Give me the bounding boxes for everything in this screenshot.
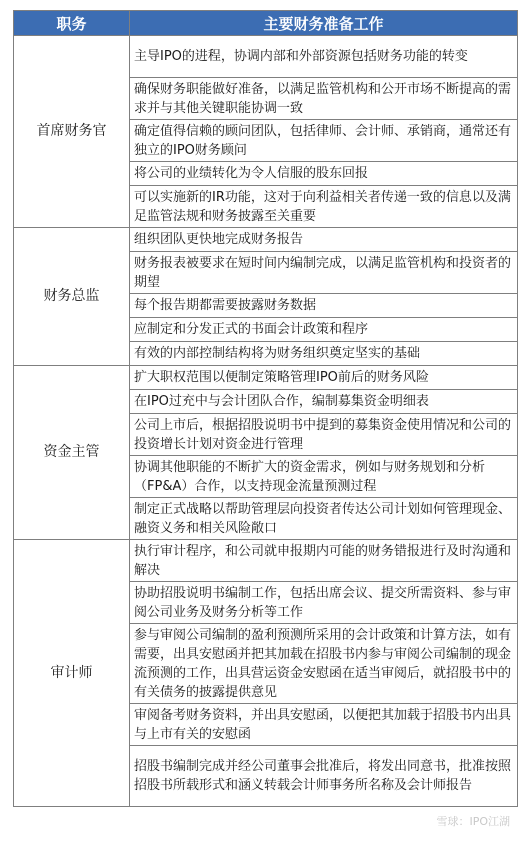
- duty-cell: 主导IPO的进程，协调内部和外部资源包括财务功能的转变: [130, 36, 518, 78]
- table-row: [14, 366, 518, 390]
- duty-cell: 组织团队更快地完成财务报告: [130, 228, 518, 252]
- header-row: [14, 11, 518, 36]
- duty-cell: 确保财务职能做好准备，以满足监管机构和公开市场不断提高的需求并与其他关键职能协调一致: [130, 78, 518, 120]
- duty-cell: 协调其他职能的不断扩大的资金需求，例如与财务规划和分析（FP&A）合作，以支持现金流量预测过程: [130, 456, 518, 498]
- duty-cell: 确定值得信赖的顾问团队，包括律师、会计师、承销商，通常还有独立的IPO财务顾问: [130, 120, 518, 162]
- duty-cell: 审阅备考财务资料，并出具安慰函，以便把其加载于招股书内出具与上市有关的安慰函: [130, 704, 518, 746]
- table-row: [14, 36, 518, 78]
- duty-cell: 每个报告期都需要披露财务数据: [130, 294, 518, 318]
- duty-cell: 在IPO过充中与会计团队合作，编制募集资金明细表: [130, 390, 518, 414]
- duty-cell: 将公司的业绩转化为令人信服的股东回报: [130, 162, 518, 186]
- role-cell-treasurer: 资金主管: [14, 366, 130, 540]
- header-duties: 主要财务准备工作: [130, 11, 518, 36]
- duty-cell: 执行审计程序，和公司就申报期内可能的财务错报进行及时沟通和解决: [130, 540, 518, 582]
- duty-cell: 协助招股说明书编制工作，包括出席会议、提交所需资料、参与审阅公司业务及财务分析等工作: [130, 582, 518, 624]
- financial-duties-table: [13, 10, 518, 807]
- duty-cell: 有效的内部控制结构将为财务组织奠定坚实的基础: [130, 342, 518, 366]
- duty-cell: 可以实施新的IR功能，这对于向利益相关者传递一致的信息以及满足监管法规和财务披露至关重要: [130, 186, 518, 228]
- role-cell-auditor: 审计师: [14, 540, 130, 807]
- table-row: [14, 228, 518, 252]
- table-row: [14, 540, 518, 582]
- duty-cell: 应制定和分发正式的书面会计政策和程序: [130, 318, 518, 342]
- duty-cell: 扩大职权范围以便制定策略管理IPO前后的财务风险: [130, 366, 518, 390]
- watermark: 雪球：IPO江湖: [436, 815, 510, 828]
- duty-cell: 招股书编制完成并经公司董事会批准后，将发出同意书，批准按照招股书所载形式和涵义转载会计师事务所名称及会计师报告: [130, 746, 518, 807]
- duty-cell: 制定正式战略以帮助管理层向投资者传达公司计划如何管理现金、融资义务和相关风险敞口: [130, 498, 518, 540]
- duty-cell: 公司上市后，根据招股说明书中提到的募集资金使用情况和公司的投资增长计划对资金进行管理: [130, 414, 518, 456]
- role-cell-cfo: 首席财务官: [14, 36, 130, 228]
- duty-cell: 参与审阅公司编制的盈利预测所采用的会计政策和计算方法，如有需要，出具安慰函并把其加载在招股书内参与审阅公司编制的现金流预测的工作，出具营运资金安慰函在适当审阅后，就招股书中的有关债务的披露提供意见: [130, 624, 518, 704]
- header-role: 职务: [14, 11, 130, 36]
- duty-cell: 财务报表被要求在短时间内编制完成，以满足监管机构和投资者的期望: [130, 252, 518, 294]
- role-cell-controller: 财务总监: [14, 228, 130, 366]
